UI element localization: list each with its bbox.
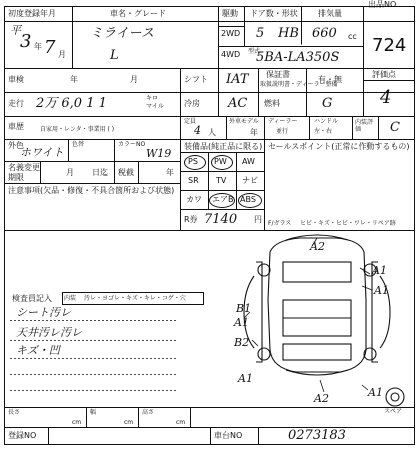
equip-tv: TV — [216, 176, 227, 185]
first-reg-label: 初度登録年月 — [8, 9, 56, 18]
width-unit: cm — [124, 419, 134, 426]
shift-value: IAT — [226, 72, 249, 87]
year-value: 3 — [20, 31, 32, 52]
drive-label: 駆動 — [222, 9, 238, 18]
mileage-unit-mile: マイル — [146, 103, 164, 110]
shift-label: シフト — [184, 75, 208, 84]
model-type-label: 型式 — [248, 48, 261, 55]
tax-day-unit: 日迄 — [92, 168, 108, 177]
recycle-value: 7140 — [204, 212, 238, 227]
mileage-value: 2万 6,0 1 1 — [36, 96, 107, 111]
equip-leather: カワ — [186, 195, 202, 204]
chassis-value: 0273183 — [288, 428, 346, 443]
mark-a2-bottom: A2 — [314, 392, 329, 405]
sales-point-label: セールスポイント(正常に作動するもの) — [268, 142, 410, 151]
registration-label: 登録NO — [8, 431, 37, 440]
model-name: ミライース — [90, 26, 154, 41]
equip-sr: SR — [188, 176, 199, 185]
usage-label: 車歴 — [8, 122, 24, 131]
exterior-color-value: ホワイト — [20, 146, 64, 159]
height-label: 高さ — [142, 409, 155, 416]
equip-abs: ABS — [240, 195, 256, 204]
drive-4wd: 4WD — [221, 50, 241, 59]
mark-a1-right-lower: A1 — [374, 284, 389, 297]
color-change-label: 色替 — [72, 141, 85, 148]
equipment-label: 装備品(純正品に限る) — [184, 142, 263, 151]
capacity-value: 4 — [194, 124, 201, 137]
recycle-unit: 円 — [254, 215, 262, 224]
dealer-label: ディーラー — [268, 118, 298, 125]
inspector-note-2: 天井汚レ汚レ — [16, 326, 82, 339]
width-label: 幅 — [90, 409, 97, 416]
eval-label: 評価点 — [372, 70, 396, 79]
mark-a2-top: A2 — [310, 240, 325, 253]
mileage-label: 走行 — [8, 99, 24, 108]
ac-value: AC — [228, 96, 248, 111]
capacity-label: 定員 — [184, 118, 197, 125]
height-unit: cm — [176, 419, 186, 426]
mark-b1-left: B1 — [236, 302, 252, 315]
shaken-month-unit: 月 — [130, 75, 138, 84]
fuel-value: G — [322, 96, 333, 111]
mark-a1-left-lower: A1 — [238, 372, 253, 385]
import-label: 外車モデル — [229, 118, 259, 125]
tax-label: 税截 — [118, 168, 134, 177]
equip-pw: PW — [214, 157, 227, 166]
color-code-value: W19 — [146, 147, 172, 160]
inspector-note-1: シート汚レ — [16, 306, 71, 319]
displacement-value: 660 — [312, 26, 337, 41]
month-unit: 月 — [58, 50, 66, 59]
inspector-note-3: キズ・凹 — [16, 344, 60, 357]
handle-label: ハンドル — [314, 118, 339, 125]
capacity-unit: 人 — [208, 128, 216, 137]
era-value: 平 — [10, 24, 21, 37]
mark-b2-left: B2 — [234, 336, 250, 349]
mileage-unit-km: キロ — [146, 95, 159, 102]
model-type-value: 5BA-LA350S — [256, 50, 340, 65]
warranty-label: 保証書 — [266, 70, 290, 79]
body-shape-value: HB — [278, 26, 299, 41]
import-value: 年 — [250, 128, 258, 137]
equip-ps-circle — [184, 155, 206, 170]
doors-value: 5 — [256, 26, 265, 41]
carname-label: 車名・グレード — [110, 9, 166, 18]
doors-label: ドア数・形状 — [250, 9, 298, 18]
equip-airbag-circle — [209, 193, 235, 208]
equip-ps: PS — [188, 157, 198, 166]
eval-score: 4 — [380, 87, 392, 108]
mark-a1-bottom-right: A1 — [368, 386, 383, 399]
chassis-label: 車台NO — [214, 431, 243, 440]
deadline-label: 期限 — [8, 173, 24, 182]
dealer-value: 並行 — [276, 128, 289, 135]
year-unit: 年 — [34, 42, 42, 51]
interior-eval-label: 内装評価 — [355, 119, 374, 133]
fuel-label: 燃料 — [264, 99, 280, 108]
mark-a1-right: A1 — [372, 264, 387, 277]
handle-value: 左・右 — [314, 128, 333, 135]
recycle-label: R券 — [184, 215, 198, 224]
grade-value: L — [110, 48, 119, 63]
equip-navi: ナビ — [242, 176, 258, 185]
ac-label: 冷房 — [184, 99, 200, 108]
color-code-label: カラーNO — [118, 141, 146, 148]
warranty-sub: 取扱説明書・ディーラー整備 — [260, 81, 338, 88]
name-change-label: 名義変更 — [8, 163, 40, 172]
equip-aw: AW — [242, 157, 255, 166]
shaken-label: 車検 — [8, 75, 24, 84]
notes-label: 注意事項(欠品・修復・不具合箇所および状態) — [8, 186, 175, 195]
equip-abs-circle — [238, 193, 262, 208]
glass-value: ヒビ・キズ・ヒビ・ワレ・リペア跡 — [300, 220, 396, 227]
cc-unit: cc — [348, 32, 357, 41]
equip-airbag: エアB — [212, 195, 234, 204]
length-unit: cm — [72, 419, 82, 426]
equip-pw-circle — [211, 155, 233, 170]
warranty-value: 有・無 — [318, 75, 342, 84]
interior-eval-value: C — [390, 120, 400, 135]
displacement-label: 排気量 — [318, 9, 342, 18]
tax-month-unit: 月 — [66, 168, 74, 177]
shaken-year-unit: 年 — [70, 75, 78, 84]
glass-label: F/ガラス — [268, 220, 292, 227]
length-label: 長さ — [8, 409, 21, 416]
mark-a1-left: A1 — [234, 316, 249, 329]
tax-year-unit: 年 — [166, 168, 174, 177]
spare-label: スペア — [384, 408, 403, 415]
lot-number: 724 — [372, 35, 407, 56]
usage-options: 自家用・レンタ・事業用 ( ) — [40, 126, 115, 133]
lot-label: 出品NO — [368, 0, 397, 9]
drive-2wd: 2WD — [221, 29, 241, 38]
inspector-interior-options: 汚レ・ヨゴレ・キズ・キレ・コゲ・穴 — [84, 295, 186, 302]
exterior-color-label: 外色 — [8, 141, 24, 150]
month-value: 7 — [44, 37, 56, 58]
inspector-label: 検査員記入 — [12, 294, 52, 303]
inspector-interior-label: 内装 — [64, 295, 77, 302]
